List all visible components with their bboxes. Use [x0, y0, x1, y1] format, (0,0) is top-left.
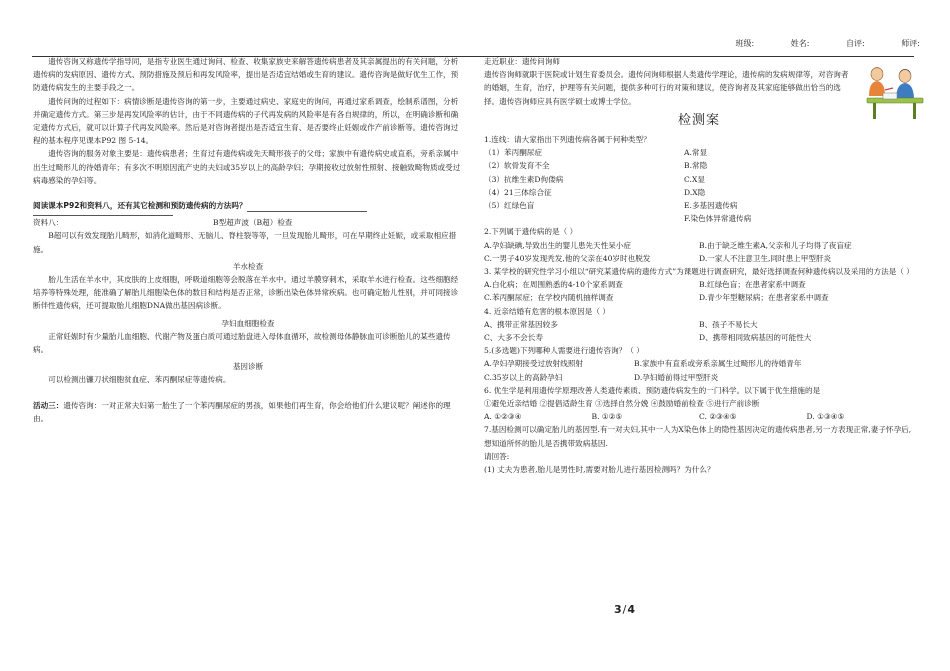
q2-option-a: A.孕妇缺碘,导致出生的婴儿患先天性呆小症	[484, 240, 631, 250]
service-paragraph: 遗传咨询的服务对象主要是：遗传病患者；生育过有遗传病或先天畸形孩子的父母；家族中有遗传病史或直系，旁系亲属中出生过畸形儿的待婚青年；有多次不明原因流产史的夫妇或35岁以上的高龄孕妇；孕期接收过放射性照射、接触致畸物质或受过病毒感染的孕妇等。	[33, 149, 461, 185]
q3-options-row2	[484, 291, 914, 304]
q7-prompt: 7.基因检测可以确定胎儿的基因型.有一对夫妇,其中一人为X染色体上的隐性基因决定的遗传病患者,另一方表现正常,妻子怀孕后,想知道所怀的胎儿是否携带致病基因.	[484, 425, 912, 448]
q2-options-row2	[484, 252, 914, 265]
name-field: 姓名:	[790, 39, 810, 48]
q1-type: B.常隐	[684, 161, 708, 171]
consultation-illustration	[863, 60, 925, 122]
q5-prompt: 5.(多选题)下列哪种人需要进行遗传咨询？（ ）	[484, 346, 644, 356]
answer-line	[247, 203, 367, 212]
q4-prompt: 4. 近亲结婚有危害的根本原因是（ ）	[484, 306, 610, 316]
q1-type: A.常显	[684, 148, 708, 158]
q1-item: （1）苯丙酮尿症	[484, 148, 542, 158]
header-fields	[702, 38, 920, 49]
activity-three	[33, 399, 463, 425]
q6-option-d: D. ①③④⑤	[806, 412, 845, 422]
left-column	[33, 55, 463, 425]
test-section-title: 检测案	[677, 112, 720, 128]
q3-option-b: B.红绿色盲；在患者家系中调查	[699, 280, 806, 290]
q4-option-a: A、携带正常基因较多	[484, 319, 558, 329]
q1-matching	[484, 146, 914, 225]
q6-option-b: B. ①②⑤	[591, 412, 623, 422]
q4-option-d: D、携带相同致病基因的可能性大	[699, 333, 812, 343]
bscan-paragraph: B超可以有效发现胎儿畸形，如消化道畸形、无脑儿、脊柱裂等等，一旦发现胎儿畸形，可在早期终止妊娠，或采取相应措施。	[33, 231, 457, 254]
q5-option-c: C.35岁以上的高龄孕妇	[484, 372, 563, 382]
intro-paragraph: 遗传咨询又称遗传学指导同，是指专业医生通过询问、检查、收集家族史来解答遗传病患者及其亲属提出的有关问题，分析遗传病的发病原因、遗传方式、预防措施及预后和再发风险率，提出是否适宜结婚或生育的建议。遗传咨询是做好优生工作，预防遗传病发生的主要手段之一。	[33, 57, 459, 93]
right-column	[484, 55, 914, 476]
page-separator: /	[622, 603, 627, 616]
page-number	[614, 603, 635, 616]
blood-paragraph: 正常妊娠时有少量胎儿血细胞、代谢产物及蛋白质可通过胎盘进入母体血循环，故检测母体静脉血可诊断胎儿的某些遗传病。	[33, 331, 451, 355]
q6-option-c: C. ②③④⑤	[699, 412, 737, 422]
q2-option-d: D.一家人不注意卫生,同时患上甲型肝炎	[699, 253, 832, 263]
blood-heading: 孕妇血细胞检查	[221, 318, 275, 328]
q6-option-a: A. ①②③④	[484, 412, 522, 422]
current-page: 3	[614, 603, 622, 616]
q6-prompt: 6. 优生学是利用遗传学原理改善人类遗传素质、预防遗传病发生的一门科学。以下属于优生措施的是	[484, 385, 821, 395]
amniotic-heading: 羊水检查	[232, 261, 264, 271]
q2-options-row1	[484, 239, 914, 252]
q1-type: E.多基因遗传病	[684, 201, 738, 211]
q1-item	[484, 212, 684, 225]
material-eight-row	[33, 216, 463, 229]
q7-ask: 请回答:	[484, 451, 510, 461]
q4-option-c: C、大多不会长寿	[484, 333, 543, 343]
process-paragraph: 遗传问询的过程如下：病情诊断是遗传咨询的第一步，主要通过病史、家庭史的询问，再通过家系调查，绘制系谱图，分析并确定遗传方式。第三步是再发风险率的估计，由于不同遗传病的子代再发病的风险率是有各自规律的，所以，在明确诊断和确定遗传方式后，就可以计算子代再发风险率。然后是对咨询者提出是否适宜生育、是否要终止妊娠或作产前诊断等。遗传咨询过程的基本程序见课本P92 图 5-14。	[33, 96, 459, 146]
class-field: 班级:	[735, 39, 755, 48]
teacher-eval-field: 师评:	[901, 39, 920, 48]
q3-option-a: A.白化病；在周围熟悉的4-10个家系调查	[484, 280, 623, 290]
q6-items: ①避免近亲结婚 ②提倡适龄生育 ③选择自然分娩 ④鼓励婚前检查 ⑤进行产前诊断	[484, 399, 760, 409]
q4-options-row2	[484, 331, 914, 344]
q1-type: C.X显	[684, 174, 705, 184]
q2-option-c: C.一男子40岁发现秃发,他的父亲在40岁时也脱发	[484, 253, 651, 263]
amniotic-paragraph: 胎儿生活在羊水中，其皮肤的上皮细胞，呼吸道细胞等会脱落在羊水中。通过羊膜穿刺术，采取羊水进行检查。这些细胞经培养等特殊处理，能准确了解胎儿细胞染色体的数目和结构是否正常，诊断出染色体异常疾病。也可确定胎儿性别，并可同接诊断伴性遗传病，还可提取胎儿细胞DNA做出基因病诊断。	[33, 275, 459, 311]
gene-heading: 基因诊断	[232, 362, 264, 372]
total-pages: 4	[627, 603, 636, 616]
q5-option-a: A.孕妇孕期接受过放射线照射	[484, 359, 584, 369]
q3-options-row1	[484, 278, 914, 291]
q3-option-d: D.青少年型糖尿病；在患者家系中调查	[699, 293, 829, 303]
q1-type: D.X隐	[684, 187, 706, 197]
reading-question-text: 阅读课本P92和资料八，还有其它检测和预防遗传病的方法吗？	[33, 201, 247, 211]
self-eval-field: 自评:	[846, 39, 865, 48]
career-paragraph: 遗传咨询师就职于医院或计划生育委员会。遗传问询师根据人类遗传学理论，遗传病的发病规律等，对咨询者的婚姻，生育，治疗，护理等有关问题，提供多种可行的对策和建议，使咨询者及其家庭能够做出恰当的选择。遗传咨询师应具有医学硕士或博士学位。	[484, 70, 849, 106]
q5-options-row1	[484, 357, 914, 370]
activity-three-text: 遗传咨询：一对正常夫妇第一胎生了一个苯丙酮尿症的男孩，如果他们再生育，你会给他们什么建议呢？阐述你的理由。	[33, 400, 451, 423]
q5-option-b: B.家族中有直系或旁系亲属生过畸形儿的待婚青年	[634, 359, 802, 369]
q1-item: （3）抗维生素D佝偻病	[484, 174, 564, 184]
q1-item: （2）软骨发育不全	[484, 161, 550, 171]
q1-item: （4）21三体综合征	[484, 187, 552, 197]
gene-paragraph: 可以检测出镰刀状细胞贫血症、苯丙酮尿症等遗传病。	[48, 375, 231, 385]
q1-item: （5）红绿色盲	[484, 201, 535, 211]
q3-prompt: 3. 某学校的研究性学习小组以“研究某遗传病的遗传方式”为课题进行调查研究，最好选择调查何种遗传病以及采用的方法是（ ）	[484, 267, 914, 277]
q2-prompt: 2.下列属于遗传病的是（ ）	[484, 227, 578, 237]
q1-type: F.染色体异常遗传病	[684, 214, 752, 224]
material-label: 资料八：	[33, 218, 64, 228]
q1-prompt: 1.连线：请大家指出下列遗传病各属于何种类型？	[484, 135, 651, 145]
q5-option-d: D.孕妇婚前得过甲型肝炎	[634, 372, 719, 382]
bscan-heading: B型超声波（B超）检查	[213, 218, 293, 228]
reading-question	[33, 199, 463, 212]
activity-three-label: 活动三：	[33, 400, 64, 410]
q2-option-b: B.由于缺乏维生素A,父亲和儿子均得了夜盲症	[699, 240, 852, 250]
q3-option-c: C.苯丙酮尿症；在学校内随机抽样调查	[484, 293, 614, 303]
q4-option-b: B、孩子不易长大	[699, 319, 758, 329]
q7-subquestion-1: (1) 丈夫为患者,胎儿是男性时,需要对胎儿进行基因检测吗？为什么？	[484, 465, 715, 475]
q4-options-row1	[484, 318, 914, 331]
q5-options-row2	[484, 371, 914, 384]
career-title: 走近职业：遗传问询师	[484, 57, 560, 66]
q6-options	[484, 410, 914, 423]
